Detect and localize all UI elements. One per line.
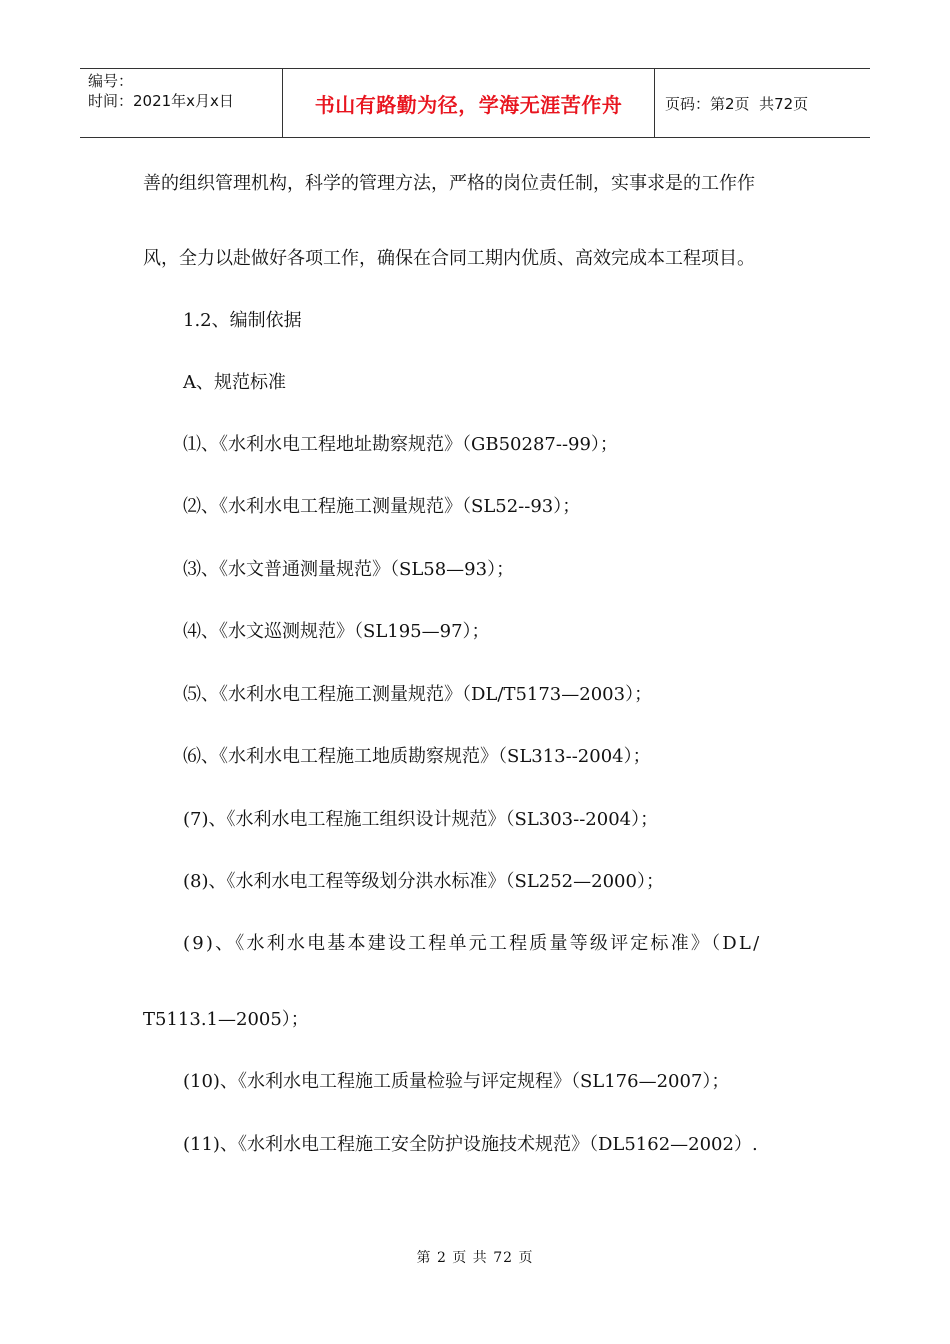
list-item-continuation: T5113.1—2005）； bbox=[143, 1009, 309, 1030]
list-item: (9)、《水利水电基本建设工程单元工程质量等级评定标准》（DL/ bbox=[183, 933, 762, 954]
header-motto-cell bbox=[283, 69, 655, 137]
list-item: ⑶、《水文普通测量规范》（SL58—93）； bbox=[183, 559, 515, 580]
section-title: 1.2、编制依据 bbox=[183, 310, 302, 331]
document-number-label: 编号： bbox=[88, 72, 134, 90]
page-footer: 第 2 页 共 72 页 bbox=[416, 1250, 534, 1266]
subsection-title: A、规范标准 bbox=[183, 372, 286, 393]
list-item: (8)、《水利水电工程等级划分洪水标准》（SL252—2000）； bbox=[183, 871, 664, 892]
header-meta bbox=[80, 69, 283, 137]
paragraph-line-1: 善的组织管理机构，科学的管理方法，严格的岗位责任制，实事求是的工作作 bbox=[143, 173, 755, 194]
document-time-label: 时间：2021年x月x日 bbox=[88, 92, 234, 110]
list-item: ⑸、《水利水电工程施工测量规范》（DL/T5173—2003）； bbox=[183, 684, 653, 705]
list-item: ⑵、《水利水电工程施工测量规范》（SL52--93）； bbox=[183, 496, 581, 517]
header-page-info: 页码：第2页 共72页 bbox=[665, 94, 809, 113]
page-header bbox=[80, 68, 870, 138]
list-item: ⑷、《水文巡测规范》（SL195—97）； bbox=[183, 621, 490, 642]
list-item: ⑹、《水利水电工程施工地质勘察规范》（SL313--2004）； bbox=[183, 746, 651, 767]
header-motto: 书山有路勤为径，学海无涯苦作舟 bbox=[314, 92, 623, 117]
list-item: (10)、《水利水电工程施工质量检验与评定规程》（SL176—2007）； bbox=[183, 1071, 730, 1092]
list-item: (7)、《水利水电工程施工组织设计规范》（SL303--2004）； bbox=[183, 809, 659, 830]
paragraph-line-2: 风，全力以赴做好各项工作，确保在合同工期内优质、高效完成本工程项目。 bbox=[143, 248, 755, 269]
list-item: (11)、《水利水电工程施工安全防护设施技术规范》（DL5162—2002）. bbox=[183, 1134, 758, 1155]
list-item: ⑴、《水利水电工程地址勘察规范》（GB50287--99）； bbox=[183, 434, 618, 455]
header-page-cell bbox=[655, 69, 870, 137]
